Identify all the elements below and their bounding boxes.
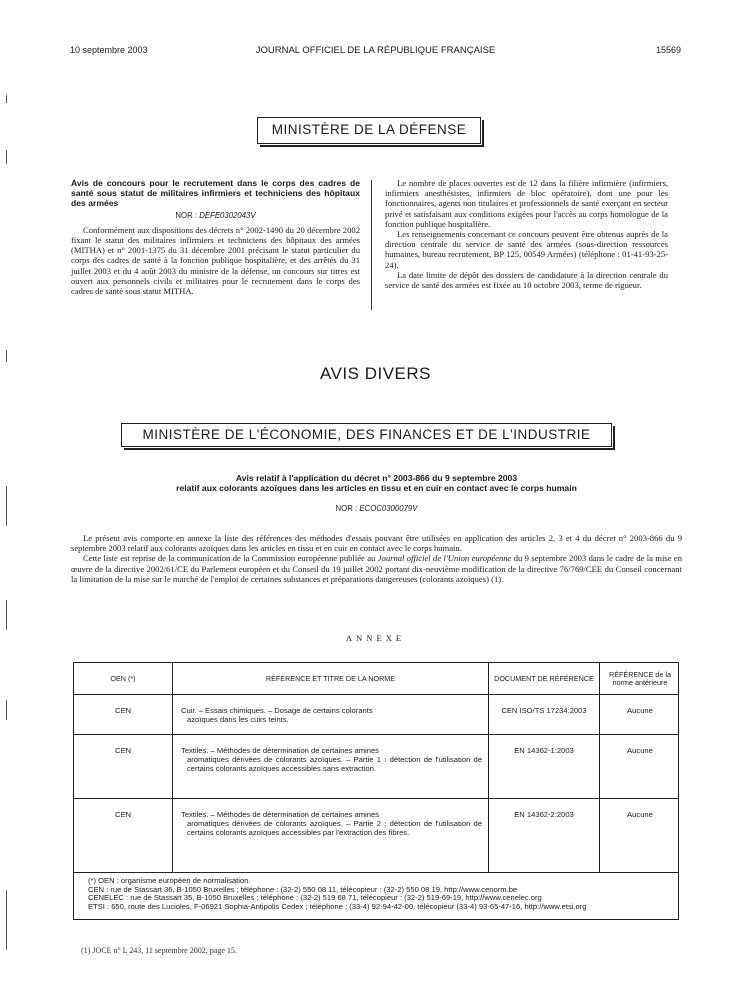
title-line: aromatiques dérivées de colorants azoïques. – Partie 2 : détection de l'utilisation de certains colorants azoïques accessibles par l'extraction des fibres. xyxy=(187,819,482,837)
table-header-cell: DOCUMENT DE RÉFÉRENCE xyxy=(489,663,600,694)
avis-nor xyxy=(71,504,682,513)
scan-mark xyxy=(6,890,7,950)
nor-label: NOR : xyxy=(175,210,200,220)
avis-divers-heading: AVIS DIVERS xyxy=(320,364,431,383)
footnote-line: CENELEC : rue de Stassart 35, B-1050 Bruxelles ; téléphone : (32-2) 519 68 71, télécopieur : (32-2) 519-69-19, http://www.cenelec.org xyxy=(88,893,542,903)
avis-title xyxy=(71,473,682,493)
title-line: azoïques dans les cuirs teints. xyxy=(187,715,289,724)
header-date: 10 septembre 2003 xyxy=(70,45,148,55)
defense-nor xyxy=(71,211,360,221)
annexe-heading: ANNEXE xyxy=(345,633,406,643)
ministry-defense-heading: MINISTÈRE DE LA DÉFENSE xyxy=(257,117,481,144)
table-row xyxy=(74,695,678,735)
header-journal-title: JOURNAL OFFICIEL DE LA RÉPUBLIQUE FRANÇAISE xyxy=(255,45,496,56)
annexe-table xyxy=(73,662,679,920)
defense-notice-right-column xyxy=(385,178,668,290)
scan-mark xyxy=(6,600,7,630)
scan-mark xyxy=(6,95,7,103)
previous-reference-cell: Aucune xyxy=(627,746,653,755)
title-line: Textiles. – Méthodes de détermination de certaines amines xyxy=(181,746,379,755)
oen-cell: CEN xyxy=(74,799,173,872)
document-cell: EN 14362-2:2003 xyxy=(489,799,600,872)
previous-reference-cell: Aucune xyxy=(627,706,653,715)
scan-mark xyxy=(6,486,7,526)
scan-mark xyxy=(6,350,7,362)
table-row xyxy=(74,735,678,799)
journal-name: Journal officiel de l'Union européenne xyxy=(377,553,512,564)
table-header-text: RÉFÉRENCE de la norme antérieure xyxy=(609,669,671,687)
title-line: Cuir. – Essais chimiques. – Dosage de certains colorants xyxy=(181,706,373,715)
footnote-line: CEN : rue de Stassart 36, B-1050 Bruxelles ; téléphone : (32-2) 550 08 11, télécopieur : (32-2) 550 08 19, http://www.cenorm.be xyxy=(88,884,518,894)
document-cell: EN 14362-1:2003 xyxy=(489,735,600,798)
column-divider xyxy=(371,180,372,310)
nor-code: DEFE0302043V xyxy=(199,210,256,220)
header-page-number: 15569 xyxy=(655,45,681,55)
title-cell xyxy=(173,799,489,872)
title-line: Textiles. – Méthodes de détermination de certaines amines xyxy=(181,810,379,819)
defense-paragraph-2: Le nombre de places ouvertes est de 12 dans la filière infirmière (infirmiers, infirmiers anesthésistes, infirmiers de bloc opératoire), dont une pour les fonctionnaires, agents non titulaires et professionnels de santé exerçant en secteur privé et satisfaisant aux conditions exigées pour l'accès au corps homologue de la fonction publique hospitalière. xyxy=(385,178,668,229)
avis-paragraph-2-start: Cette liste est reprise de la communication de la Commission européenne publiée au xyxy=(83,553,378,564)
defense-paragraph-3: Les renseignements concernant ce concours peuvent être obtenus auprès de la direction centrale du service de santé des armées (sous-direction ressources humaines, bureau recrutement, BP 125, 00549 Armées) (téléphone : 01-41-93-25-24). xyxy=(385,229,668,270)
defense-notice-left-column xyxy=(71,178,360,296)
oen-cell: CEN xyxy=(74,735,173,798)
oen-cell: CEN xyxy=(74,695,173,734)
nor-code: ECOC0300079V xyxy=(359,504,418,513)
table-header-row xyxy=(74,663,678,695)
document-cell: CEN ISO/TS 17234:2003 xyxy=(489,695,600,734)
title-line: aromatiques dérivées de colorants azoïques. – Partie 1 : détection de l'utilisation de certains colorants azoïques accessibles sans extraction. xyxy=(187,755,482,773)
title-cell xyxy=(173,695,489,734)
table-row xyxy=(74,799,678,873)
avis-title-line-2: relatif aux colorants azoïques dans les articles en tissu et en cuir en contact avec le corps humain xyxy=(176,483,577,494)
scan-mark xyxy=(6,700,7,720)
defense-paragraph-1: Conformément aux dispositions des décrets n° 2002-1490 du 20 décembre 2002 fixant le statut des militaires infirmiers et techniciens des hôpitaux des armées (MITHA) et n° 2001-1375 du 31 décembre 2001 précisant le statut particulier du corps des cadres de santé à la fonction publique hospitalière, et des arrêtés du 31 juillet 2003 et du 4 août 2003 du ministre de la défense, un concours sur titres est ouvert aux personnels civils et militaires pour le recrutement dans le corps des cadres de santé sous statut MITHA. xyxy=(71,224,360,297)
avis-paragraph-2 xyxy=(71,553,682,584)
table-footnotes xyxy=(74,873,678,911)
table-header-cell: RÉFÉRENCE ET TITRE DE LA NORME xyxy=(173,663,489,694)
previous-reference-cell: Aucune xyxy=(627,810,653,819)
title-cell xyxy=(173,735,489,798)
scan-mark xyxy=(6,150,7,164)
defense-notice-title: Avis de concours pour le recrutement dans le corps des cadres de santé sous statut de militaires infirmiers et techniciens des hôpitaux des armées xyxy=(71,178,360,209)
avis-body xyxy=(71,533,682,584)
nor-label: NOR : xyxy=(335,504,360,513)
avis-title-line-1: Avis relatif à l'application du décret n° 2003-866 du 9 septembre 2003 xyxy=(235,473,518,483)
defense-paragraph-4: La date limite de dépôt des dossiers de candidature à la direction centrale du service de santé des armées est fixée au 10 octobre 2003, terme de rigueur. xyxy=(385,269,668,291)
table-header-cell xyxy=(600,663,680,694)
avis-paragraph-2-end: du 9 septembre 2003 dans le cadre de la mise en œuvre de la directive 2002/61/CE du Parlement européen et du Conseil du 19 juillet 2002 portant dix-neuvième modification de la directive 76/769/CEE du Conseil concernant la limitation de la mise sur le marché de l'emploi de certaines substances et préparations dangereuses (colorants azoïques) (1). xyxy=(71,553,682,584)
table-header-cell: OEN (*) xyxy=(74,663,173,694)
footnote-line: (*) OEN : organisme européen de normalisation. xyxy=(88,876,251,885)
page-footnote: (1) JOCE n° L 243, 11 septembre 2002, page 15. xyxy=(81,946,237,955)
avis-paragraph-1: Le présent avis comporte en annexe la liste des références des méthodes d'essais pouvant être utilisées en application des articles 2, 3 et 4 du décret n° 2003-866 du 9 septembre 2003 relatif aux colorants azoïques dans les articles en tissu et en cuir en contact avec le corps humain. xyxy=(71,533,682,554)
ministry-economy-heading: MINISTÈRE DE L'ÉCONOMIE, DES FINANCES ET DE L'INDUSTRIE xyxy=(121,423,612,447)
footnote-line: ETSI : 650, route des Lucioles, F-06921 Sophia-Antipolis Cedex ; téléphone : (33-4) 92-94-42-00, télécopieur (33-4) 93-65-47-16, http://www.etsi.org xyxy=(88,901,587,911)
